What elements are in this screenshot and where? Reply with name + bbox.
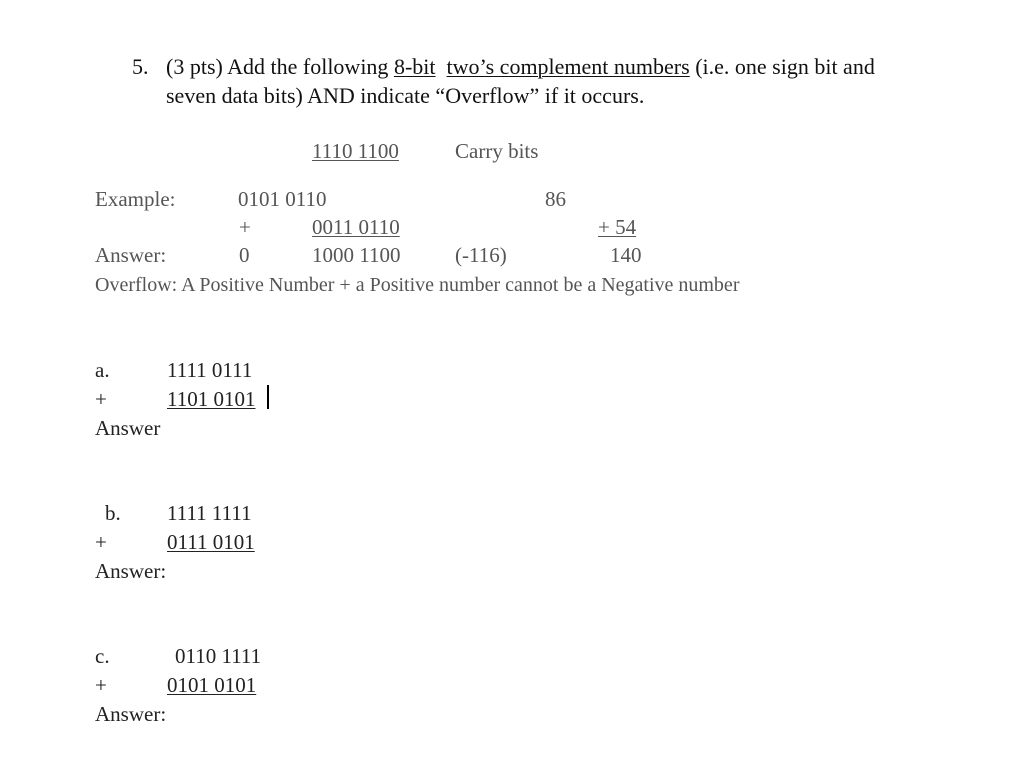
- problem-c-letter: c.: [95, 644, 110, 668]
- question-number: 5.: [132, 54, 149, 79]
- problem-a-letter: a.: [95, 358, 110, 382]
- question-text-suffix: (i.e. one sign bit and: [689, 54, 875, 79]
- problem-b-operand-1: 1111 1111: [167, 501, 252, 525]
- example-answer-decimal: 140: [610, 243, 642, 267]
- problem-a-answer-field[interactable]: Answer: [95, 416, 161, 440]
- problem-a-operand-1: 1111 0111: [167, 358, 253, 382]
- problem-c-operand-1: 0110 1111: [175, 644, 262, 668]
- example-answer-value: 1000 1100: [312, 243, 401, 267]
- carry-bits-value: 1110 1100: [312, 139, 399, 163]
- term-twos-complement: two’s complement numbers: [446, 54, 690, 79]
- text-cursor: [267, 385, 269, 409]
- overflow-note: Overflow: A Positive Number + a Positive number cannot be a Negative number: [95, 274, 740, 296]
- problem-c-answer-field[interactable]: Answer:: [95, 702, 167, 726]
- term-8-bit: 8-bit: [393, 54, 436, 79]
- question-line-2: seven data bits) AND indicate “Overflow” if it occurs.: [166, 83, 645, 108]
- problem-c-plus-sign: +: [95, 673, 107, 697]
- question-text-prefix: (3 pts) Add the following: [166, 54, 394, 79]
- problem-a-operand-2: 1101 0101: [167, 387, 256, 411]
- problem-b-letter: b.: [105, 501, 121, 525]
- example-decimal-2: + 54: [598, 215, 637, 239]
- problem-c-operand-2: 0101 0101: [167, 673, 257, 697]
- example-answer-signed: (-116): [455, 243, 507, 267]
- example-operand-2: 0011 0110: [312, 215, 400, 239]
- example-plus-sign: +: [239, 215, 251, 239]
- example-label: Example:: [95, 187, 176, 211]
- example-answer-carry: 0: [239, 243, 250, 267]
- carry-bits-label: Carry bits: [455, 139, 539, 163]
- example-decimal-1: 86: [545, 187, 566, 211]
- problem-b-answer-field[interactable]: Answer:: [95, 559, 167, 583]
- problem-b-operand-2: 0111 0101: [167, 530, 255, 554]
- problem-a-plus-sign: +: [95, 387, 107, 411]
- problem-b-plus-sign: +: [95, 530, 107, 554]
- example-operand-1: 0101 0110: [238, 187, 327, 211]
- example-answer-label: Answer:: [95, 243, 167, 267]
- question-line-1: [166, 56, 875, 78]
